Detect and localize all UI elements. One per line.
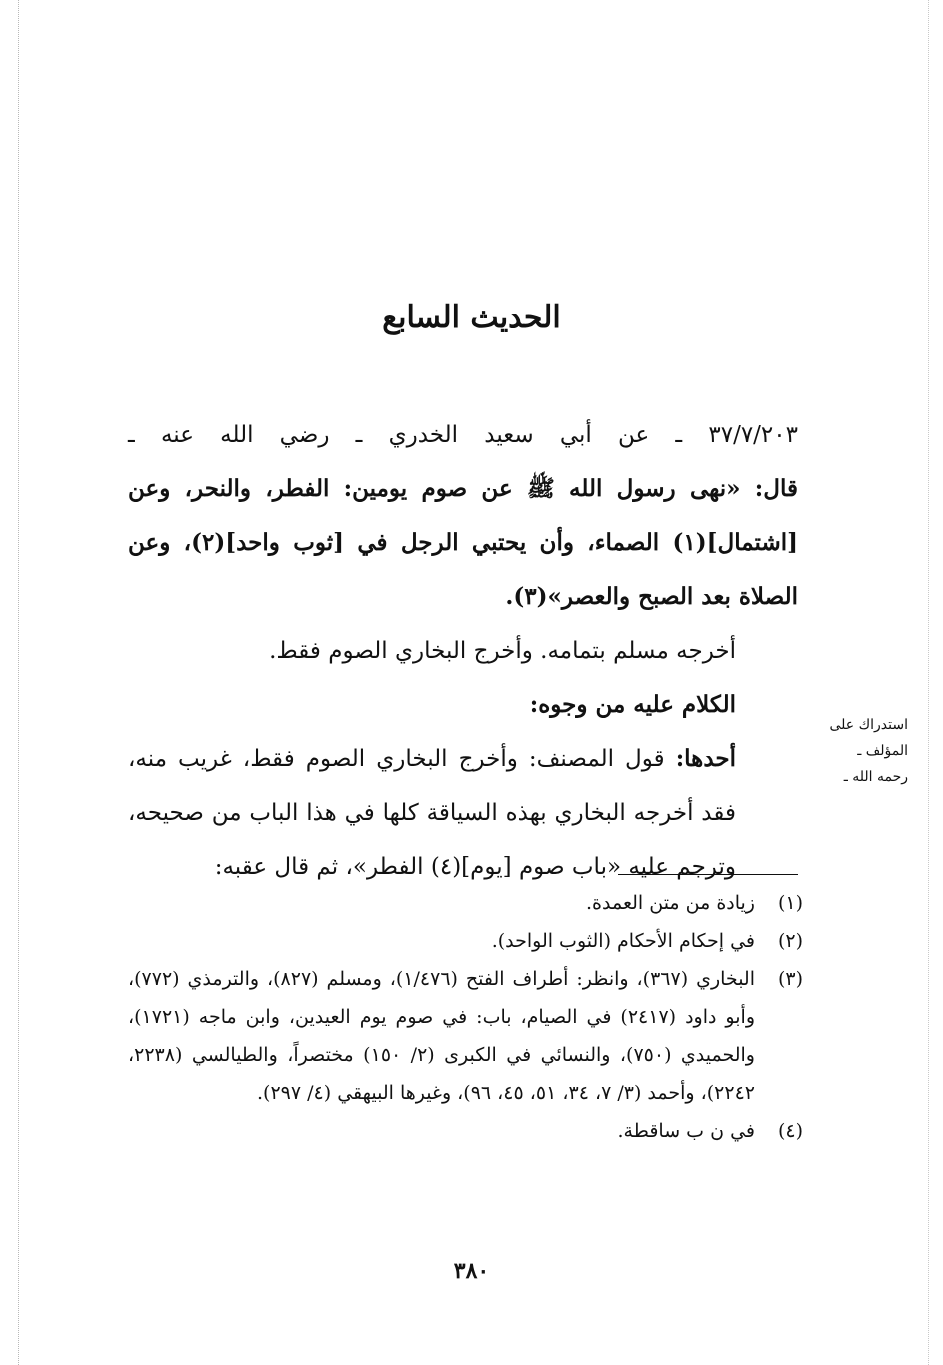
takhrij-text: أخرجه مسلم بتمامه. وأخرج البخاري الصوم فقط. (269, 638, 736, 664)
first-point (128, 732, 798, 894)
footnote (128, 1112, 803, 1150)
margin-note-line: المؤلف ـ (857, 743, 908, 759)
margin-note-line: رحمه الله ـ (843, 769, 908, 785)
footnote (128, 922, 803, 960)
footnote-number: (١) (777, 892, 803, 914)
footnote-separator (618, 874, 798, 875)
scan-dotted-edge-right (928, 0, 929, 1365)
footnote-text: في ن ب ساقطة. (617, 1120, 755, 1142)
footnote-text: زيادة من متن العمدة. (586, 892, 755, 914)
hadith-text: قال: «نهى رسول الله ﷺ عن صوم يومين: الفطر، والنحر، وعن [اشتمال](١) الصماء، وأن يحتبي الرجل في [ثوب واحد](٢)، وعن الصلاة بعد الصبح والعصر»(٣). (128, 475, 798, 610)
footnote (128, 960, 803, 1112)
footnote-number: (٢) (777, 930, 803, 952)
footnote-text: البخاري (٣٦٧)، وانظر: أطراف الفتح (١/٤٧٦)، ومسلم (٨٢٧)، والترمذي (٧٧٢)، وأبو داود (٢٤١٧) في الصيام، باب: في صوم يوم العيدين، وابن ماجه (١٧٢١)، والحميدي (٧٥٠)، والنسائي في الكبرى (٢/ ١٥٠) مختصراً، والطيالسي (٢٢٣٨، ٢٢٤٢)، وأحمد (٣/ ٧، ٣٤، ٥١، ٤٥، ٩٦)، وغيرها البيهقي (٤/ ٢٩٧). (128, 968, 755, 1104)
hadith-chain: ٣٧/٧/٢٠٣ ـ عن أبي سعيد الخدري ـ رضي الله عنه ـ (128, 422, 798, 448)
margin-note-line: استدراك على (829, 717, 908, 733)
discussion-heading: الكلام عليه من وجوه: (529, 691, 736, 718)
footnote-number: (٤) (777, 1120, 803, 1142)
first-point-text: قول المصنف: وأخرج البخاري الصوم فقط، غريب منه، فقد أخرجه البخاري بهذه السياقة كلها في هذا الباب من صحيحه، وترجم عليه «باب صوم [يوم](٤) الفطر»، ثم قال عقبه: (128, 746, 736, 880)
footnotes (128, 884, 803, 1150)
footnote-number: (٣) (777, 968, 803, 990)
footnote-text: في إحكام الأحكام (الثوب الواحد). (491, 930, 755, 952)
main-text (128, 408, 798, 894)
scan-dotted-edge-left (18, 0, 19, 1365)
footnote (128, 884, 803, 922)
first-point-label: أحدها: (675, 745, 736, 772)
margin-note (808, 712, 908, 790)
page-number: ٣٨٠ (453, 1258, 490, 1284)
chapter-title: الحديث السابع (382, 300, 561, 335)
